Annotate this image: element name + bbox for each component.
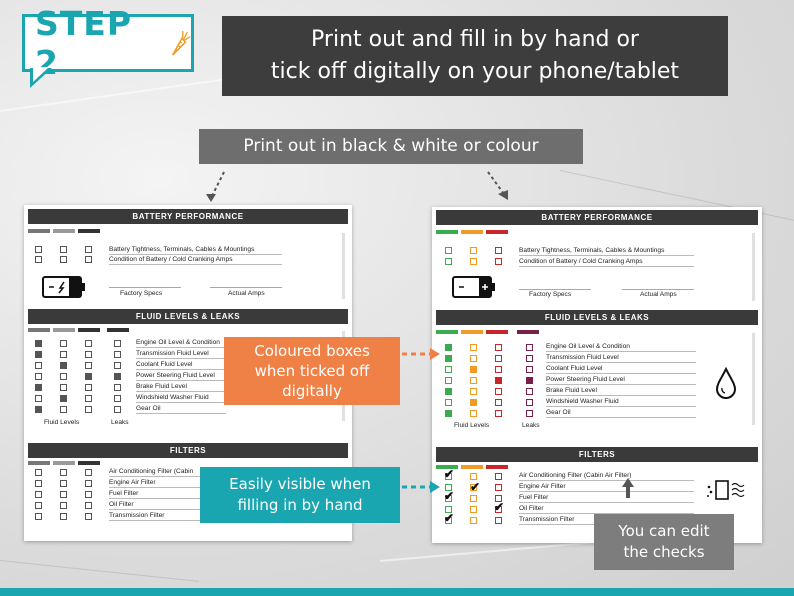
checkbox[interactable] (35, 340, 42, 347)
callout-line: Easily visible when (229, 475, 371, 493)
checkbox[interactable] (35, 256, 42, 263)
checkbox[interactable] (85, 340, 92, 347)
checkbox[interactable] (495, 517, 502, 524)
checkbox[interactable] (35, 491, 42, 498)
checkbox[interactable] (35, 373, 42, 380)
bottom-accent-strip (0, 588, 794, 596)
checkbox[interactable] (114, 362, 121, 369)
checkbox[interactable] (526, 377, 533, 384)
checkbox[interactable] (85, 502, 92, 509)
air-filter-icon (706, 477, 746, 503)
column-header-bars (517, 330, 539, 334)
fluid-item: Coolant Fluid Level (136, 360, 226, 370)
scrollbar[interactable] (342, 233, 345, 299)
checkbox[interactable] (60, 469, 67, 476)
checkbox[interactable] (495, 410, 502, 417)
checkbox[interactable] (445, 355, 452, 362)
checkbox[interactable] (85, 351, 92, 358)
filter-item: Oil Filter (109, 500, 204, 510)
hand-tick[interactable]: ✔ (494, 500, 505, 514)
checkbox[interactable] (470, 506, 477, 513)
filter-item: Transmission Filter (109, 511, 204, 521)
checkbox[interactable] (445, 258, 452, 265)
fluid-levels-label: Fluid Levels (454, 422, 490, 429)
filter-item: Engine Air Filter (519, 482, 694, 492)
checkbox[interactable] (445, 377, 452, 384)
fluid-item: Gear Oil (136, 404, 226, 414)
fluid-item: Coolant Fluid Level (546, 364, 696, 374)
checkbox[interactable] (445, 399, 452, 406)
actual-amps-label: Actual Amps (228, 290, 265, 297)
filters-section-title: FILTERS (436, 447, 758, 462)
battery-item: Condition of Battery / Cold Cranking Amps (109, 255, 282, 265)
checkbox[interactable] (35, 406, 42, 413)
checkbox[interactable] (470, 495, 477, 502)
header-box (222, 16, 728, 96)
checkbox[interactable] (85, 406, 92, 413)
checkbox[interactable] (85, 395, 92, 402)
filter-item: Air Conditioning Filter (Cabin (109, 467, 204, 477)
battery-item: Battery Tightness, Terminals, Cables & Mountings (519, 246, 694, 256)
checkbox[interactable] (60, 246, 67, 253)
checkbox[interactable] (445, 388, 452, 395)
checkbox[interactable] (445, 366, 452, 373)
fluid-item: Power Steering Fluid Level (546, 375, 696, 385)
filter-item: Fuel Filter (109, 489, 204, 499)
callout-arrow (400, 345, 444, 365)
actual-amps-label: Actual Amps (640, 291, 677, 298)
column-header-bars (28, 229, 100, 233)
callout-line: when ticked off (254, 362, 370, 380)
checkbox[interactable] (495, 388, 502, 395)
fluid-item: Brake Fluid Level (136, 382, 226, 392)
checkbox[interactable] (526, 410, 533, 417)
checkbox[interactable] (114, 373, 121, 380)
checkbox[interactable] (495, 355, 502, 362)
column-header-bars (28, 328, 100, 332)
checkbox[interactable] (445, 410, 452, 417)
step-badge (22, 4, 194, 82)
battery-section-title: BATTERY PERFORMANCE (28, 209, 348, 224)
fluid-item: Engine Oil Level & Condition (546, 342, 696, 352)
checkbox[interactable] (114, 340, 121, 347)
checkbox[interactable] (470, 247, 477, 254)
column-header-bars (436, 330, 508, 334)
checkbox[interactable] (114, 351, 121, 358)
checkbox[interactable] (60, 362, 67, 369)
up-arrow-icon (620, 477, 636, 499)
hand-tick[interactable]: ✔ (444, 511, 455, 525)
checkbox[interactable] (85, 373, 92, 380)
checkbox[interactable] (495, 484, 502, 491)
callout-arrow (400, 478, 444, 498)
checkbox[interactable] (85, 256, 92, 263)
checkbox[interactable] (60, 406, 67, 413)
checkbox[interactable] (60, 373, 67, 380)
badge-tail-inner (33, 67, 49, 82)
filter-item: Transmission Filter (519, 515, 694, 525)
checkbox[interactable] (35, 362, 42, 369)
checkbox[interactable] (470, 355, 477, 362)
checkbox[interactable] (495, 247, 502, 254)
leaks-label: Leaks (111, 419, 129, 426)
checkbox[interactable] (85, 513, 92, 520)
checkbox[interactable] (35, 502, 42, 509)
hand-tick[interactable]: ✔ (444, 489, 455, 503)
checkbox[interactable] (526, 388, 533, 395)
checkbox[interactable] (85, 246, 92, 253)
checkbox[interactable] (470, 377, 477, 384)
marble-vein (0, 560, 199, 582)
checkbox[interactable] (35, 246, 42, 253)
checkbox[interactable] (470, 258, 477, 265)
checkbox[interactable] (60, 395, 67, 402)
battery-section-title: BATTERY PERFORMANCE (436, 210, 758, 225)
battery-icon (42, 275, 88, 299)
checkbox[interactable] (60, 351, 67, 358)
water-drop-icon (715, 367, 737, 399)
callout-line: the checks (623, 543, 705, 561)
checkbox[interactable] (526, 355, 533, 362)
checkbox[interactable] (35, 351, 42, 358)
checkbox[interactable] (526, 399, 533, 406)
checkbox[interactable] (35, 384, 42, 391)
filter-item: Oil Filter (519, 504, 694, 514)
checkbox[interactable] (85, 480, 92, 487)
filter-item: Engine Air Filter (109, 478, 204, 488)
fluid-item: Transmission Fluid Level (546, 353, 696, 363)
checkbox[interactable] (35, 395, 42, 402)
checkbox[interactable] (60, 491, 67, 498)
header-line-2: tick off digitally on your phone/tablet (270, 59, 680, 84)
battery-item: Condition of Battery / Cold Cranking Amps (519, 257, 694, 267)
scrollbar[interactable] (752, 233, 755, 301)
fluid-item: Engine Oil Level & Condition (136, 338, 226, 348)
step-label: STEP 2 (35, 4, 133, 82)
fluid-item: Gear Oil (546, 408, 696, 418)
factory-specs-label: Factory Specs (529, 291, 572, 298)
fluid-item: Windshield Washer Fluid (546, 397, 696, 407)
checkbox[interactable] (114, 384, 121, 391)
checkbox[interactable] (495, 473, 502, 480)
fluid-section-title: FLUID LEVELS & LEAKS (436, 310, 758, 325)
checkbox[interactable] (526, 344, 533, 351)
callout-line: Coloured boxes (254, 342, 370, 360)
callout-coloured-boxes (224, 337, 400, 405)
checkbox[interactable] (60, 340, 67, 347)
checkbox[interactable] (470, 399, 477, 406)
checkbox[interactable] (85, 469, 92, 476)
fluid-section-title: FLUID LEVELS & LEAKS (28, 309, 348, 324)
callout-edit-checks (594, 514, 734, 570)
checkbox[interactable] (60, 384, 67, 391)
battery-item: Battery Tightness, Terminals, Cables & Mountings (109, 245, 282, 255)
checkbox[interactable] (35, 469, 42, 476)
checkbox[interactable] (470, 388, 477, 395)
checkbox[interactable] (35, 513, 42, 520)
filter-item: Air Conditioning Filter (Cabin Air Filter) (519, 471, 694, 481)
spec-line (519, 289, 591, 290)
checkbox[interactable] (60, 513, 67, 520)
column-header-bars (28, 461, 100, 465)
fluid-levels-label: Fluid Levels (44, 419, 80, 426)
fluid-item: Transmission Fluid Level (136, 349, 226, 359)
leaks-label: Leaks (522, 422, 540, 429)
checkbox[interactable] (495, 377, 502, 384)
checkbox[interactable] (495, 344, 502, 351)
carrot-icon (167, 28, 191, 58)
callout-line: digitally (282, 382, 342, 400)
filters-section-title: FILTERS (28, 443, 348, 458)
checkbox[interactable] (85, 384, 92, 391)
checkbox[interactable] (60, 256, 67, 263)
checkbox[interactable] (85, 362, 92, 369)
column-header-bars (107, 328, 129, 332)
checkbox[interactable] (495, 399, 502, 406)
checkbox[interactable] (470, 517, 477, 524)
callout-hand-filling (200, 467, 400, 523)
checkbox[interactable] (470, 473, 477, 480)
factory-specs-label: Factory Specs (120, 290, 163, 297)
checkbox[interactable] (35, 480, 42, 487)
filter-item: Fuel Filter (519, 493, 694, 503)
checkbox[interactable] (60, 502, 67, 509)
checkbox[interactable] (470, 410, 477, 417)
print-mode-label: Print out in black & white or colour (199, 129, 583, 164)
spec-line (210, 287, 282, 288)
checkbox[interactable] (114, 395, 121, 402)
hand-tick[interactable]: ✔ (470, 480, 481, 494)
checkbox[interactable] (60, 480, 67, 487)
spec-line (109, 287, 181, 288)
checkbox[interactable] (526, 366, 533, 373)
checklist-sheet-colour (432, 207, 762, 543)
fluid-item: Brake Fluid Level (546, 386, 696, 396)
scrollbar[interactable] (752, 333, 755, 425)
fluid-item: Windshield Washer Fluid (136, 393, 226, 403)
fluid-item: Power Steering Fluid Level (136, 371, 226, 381)
checkbox[interactable] (495, 366, 502, 373)
checkbox[interactable] (445, 247, 452, 254)
callout-line: filling in by hand (237, 496, 363, 514)
hand-tick[interactable]: ✔ (444, 467, 455, 481)
checkbox[interactable] (470, 366, 477, 373)
pointer-arrows (200, 164, 520, 206)
checkbox[interactable] (495, 258, 502, 265)
spec-line (622, 289, 694, 290)
checkbox[interactable] (470, 344, 477, 351)
column-header-bars (436, 230, 508, 234)
checkbox[interactable] (85, 491, 92, 498)
checkbox[interactable] (445, 344, 452, 351)
callout-line: You can edit (618, 522, 710, 540)
checkbox[interactable] (114, 406, 121, 413)
battery-icon (452, 275, 498, 299)
header-line-1: Print out and fill in by hand or (311, 27, 639, 52)
